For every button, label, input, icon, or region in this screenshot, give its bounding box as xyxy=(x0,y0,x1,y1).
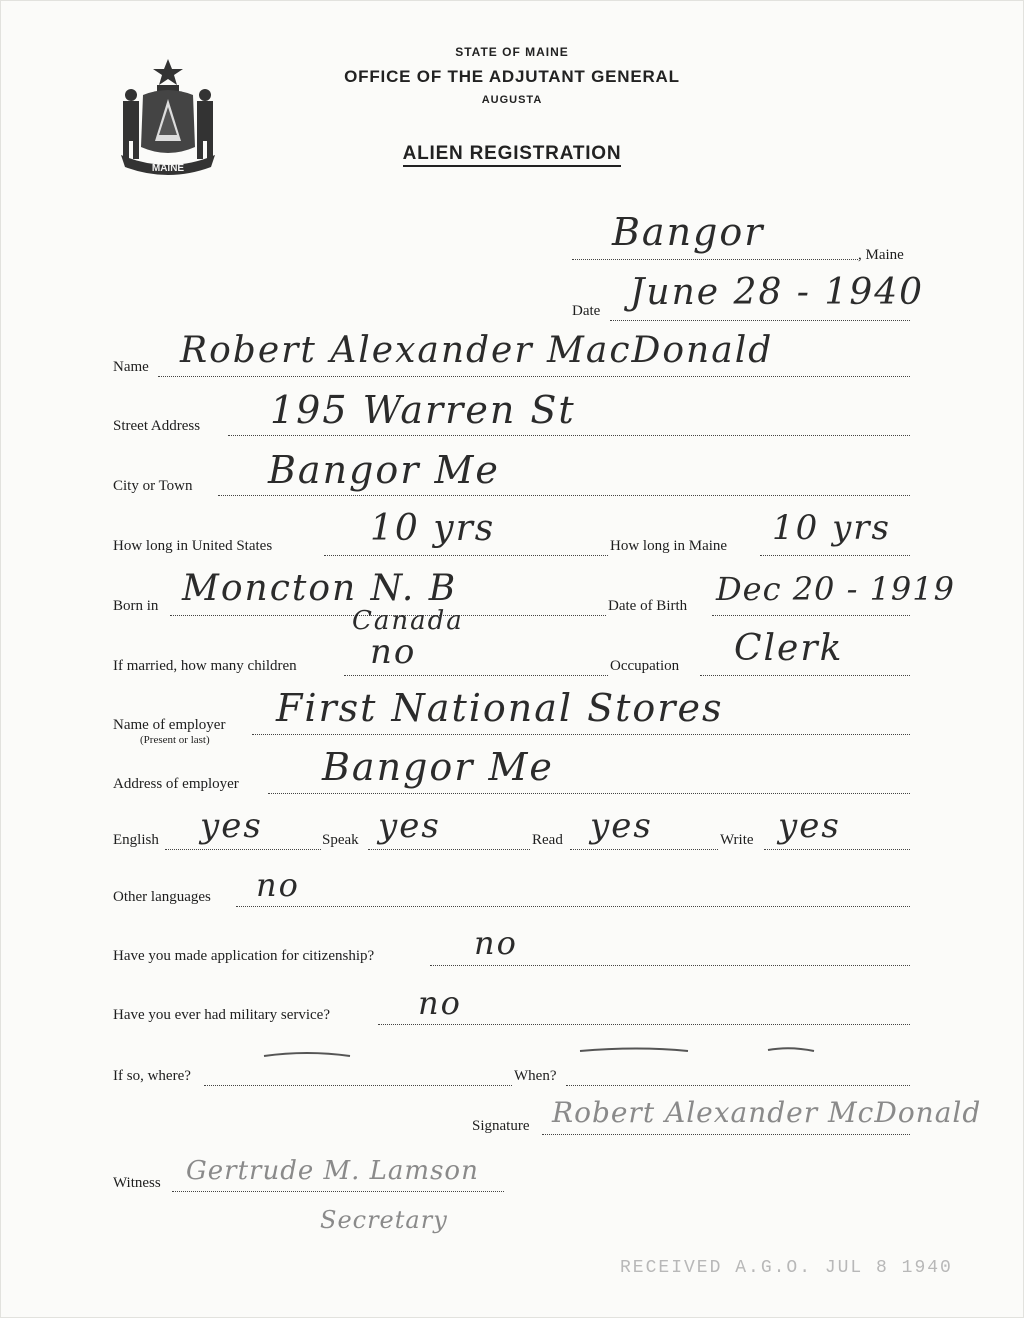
born-in-label: Born in xyxy=(113,598,159,614)
received-stamp: RECEIVED A.G.O. JUL 8 1940 xyxy=(620,1258,953,1278)
english-entry: yes xyxy=(200,806,263,846)
employer-name-label: Name of employer xyxy=(113,717,226,733)
other-languages-label: Other languages xyxy=(113,889,211,905)
how-long-maine-line xyxy=(760,555,910,556)
date-label: Date xyxy=(572,303,601,319)
children-line xyxy=(344,675,608,676)
city-or-town-line xyxy=(218,495,910,496)
read-entry: yes xyxy=(590,806,653,846)
signature-entry: Robert Alexander McDonald xyxy=(552,1096,982,1129)
how-long-maine-entry: 10 yrs xyxy=(772,508,891,548)
date-entry: June 28 - 1940 xyxy=(630,272,925,313)
place-line xyxy=(572,259,858,260)
children-entry: no xyxy=(370,632,417,672)
occupation-entry: Clerk xyxy=(734,628,844,669)
read-line xyxy=(570,849,718,850)
write-entry: yes xyxy=(778,806,841,846)
city-or-town-label: City or Town xyxy=(113,478,193,494)
how-long-us-line xyxy=(324,555,608,556)
if-so-where-line xyxy=(204,1085,512,1086)
employer-address-line xyxy=(268,793,910,794)
born-in-country-entry: Canada xyxy=(352,606,464,636)
other-languages-entry: no xyxy=(256,866,300,904)
citizenship-entry: no xyxy=(474,924,518,962)
name-label: Name xyxy=(113,359,149,375)
children-label: If married, how many children xyxy=(113,658,297,674)
witness-title-entry: Secretary xyxy=(320,1206,448,1234)
employer-address-entry: Bangor Me xyxy=(322,745,554,789)
how-long-us-label: How long in United States xyxy=(113,538,273,554)
english-label: English xyxy=(113,832,159,848)
military-label: Have you ever had military service? xyxy=(113,1007,330,1023)
city-or-town-entry: Bangor Me xyxy=(268,448,500,492)
signature-line xyxy=(542,1134,910,1135)
speak-label: Speak xyxy=(322,832,359,848)
employer-note-label: (Present or last) xyxy=(140,734,210,746)
name-entry: Robert Alexander MacDonald xyxy=(180,330,774,371)
write-label: Write xyxy=(720,832,754,848)
military-entry: no xyxy=(418,984,462,1022)
other-languages-line xyxy=(236,906,910,907)
maine-label: , Maine xyxy=(858,247,904,263)
date-of-birth-entry: Dec 20 - 1919 xyxy=(716,570,955,608)
english-line xyxy=(165,849,321,850)
employer-address-label: Address of employer xyxy=(113,776,239,792)
occupation-line xyxy=(700,675,910,676)
write-line xyxy=(764,849,910,850)
street-address-line xyxy=(228,435,910,436)
street-address-label: Street Address xyxy=(113,418,201,434)
svg-text:MAINE: MAINE xyxy=(151,163,185,174)
when-label: When? xyxy=(514,1068,557,1084)
date-of-birth-line xyxy=(712,615,910,616)
witness-entry: Gertrude M. Lamson xyxy=(186,1156,479,1186)
office-heading: OFFICE OF THE ADJUTANT GENERAL xyxy=(344,67,680,86)
state-heading: STATE OF MAINE xyxy=(455,45,569,59)
signature-label: Signature xyxy=(472,1118,530,1134)
speak-line xyxy=(368,849,530,850)
if-so-where-label: If so, where? xyxy=(113,1068,191,1084)
citizenship-line xyxy=(430,965,910,966)
witness-label: Witness xyxy=(113,1175,161,1191)
citizenship-label: Have you made application for citizenship? xyxy=(113,948,375,964)
form-title: ALIEN REGISTRATION xyxy=(0,143,1024,165)
place-entry: Bangor xyxy=(612,210,765,254)
where-dash-mark xyxy=(262,1048,352,1062)
military-line xyxy=(378,1024,910,1025)
employer-name-entry: First National Stores xyxy=(276,686,724,730)
when-line xyxy=(566,1085,910,1086)
witness-line xyxy=(172,1191,504,1192)
how-long-us-entry: 10 yrs xyxy=(370,508,496,549)
date-line xyxy=(610,320,910,321)
read-label: Read xyxy=(532,832,563,848)
employer-name-line xyxy=(252,734,910,735)
date-of-birth-label: Date of Birth xyxy=(608,598,688,614)
street-address-entry: 195 Warren St xyxy=(270,388,576,432)
occupation-label: Occupation xyxy=(610,658,680,674)
speak-entry: yes xyxy=(378,806,441,846)
city-heading: AUGUSTA xyxy=(481,94,543,106)
when-dash-mark xyxy=(578,1044,818,1058)
name-line xyxy=(158,376,910,377)
born-in-entry: Moncton N. B xyxy=(182,568,458,609)
how-long-maine-label: How long in Maine xyxy=(610,538,728,554)
